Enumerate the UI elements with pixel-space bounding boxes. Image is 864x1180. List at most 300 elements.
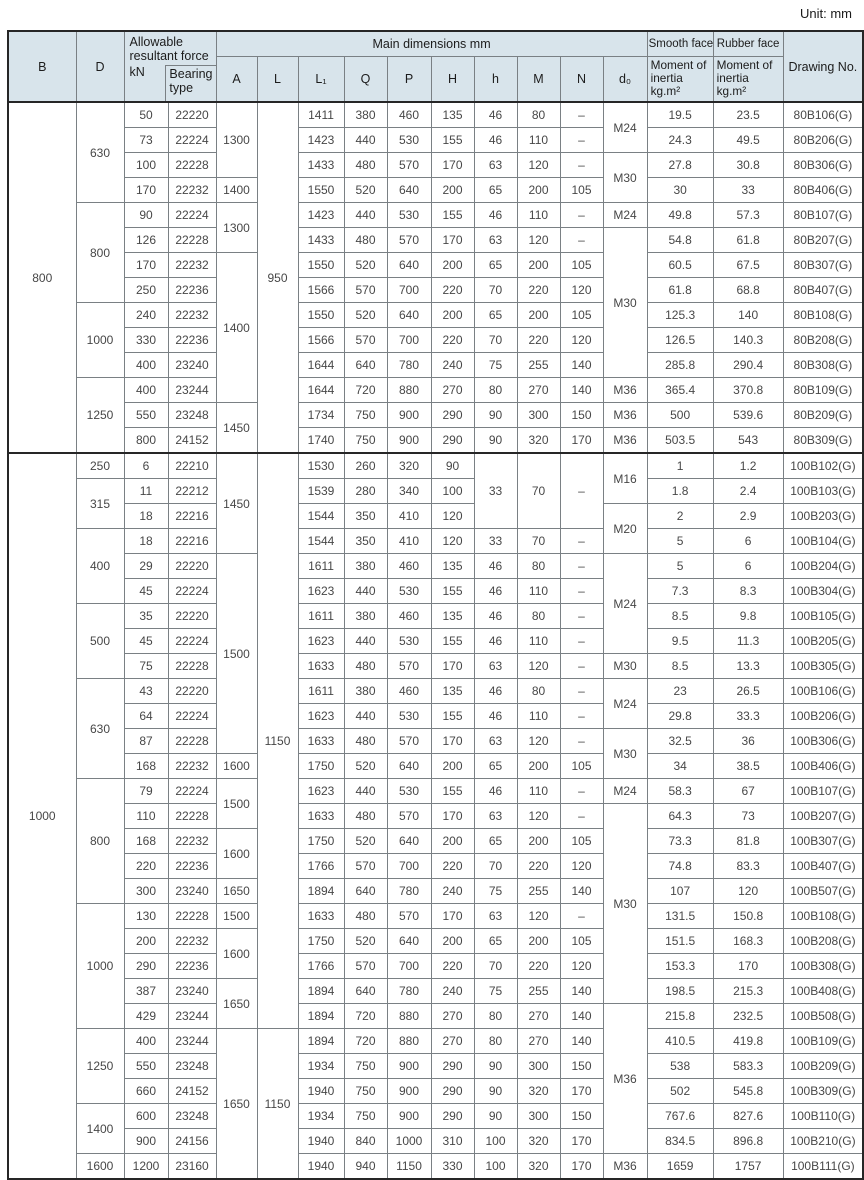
cell: 100 bbox=[474, 1129, 517, 1154]
cell: – bbox=[560, 153, 603, 178]
cell: 1433 bbox=[298, 153, 344, 178]
cell: 135 bbox=[431, 102, 474, 128]
cell: 570 bbox=[344, 854, 387, 879]
cell: 255 bbox=[517, 353, 560, 378]
cell: 1766 bbox=[298, 854, 344, 879]
cell: 543 bbox=[713, 428, 783, 454]
cell: 80B406(G) bbox=[783, 178, 863, 203]
cell: M30 bbox=[603, 729, 647, 779]
cell: 22228 bbox=[168, 153, 216, 178]
cell: 32.5 bbox=[647, 729, 713, 754]
cell: 100B102(G) bbox=[783, 453, 863, 479]
cell: 61.8 bbox=[647, 278, 713, 303]
cell: 220 bbox=[431, 954, 474, 979]
cell: 70 bbox=[474, 278, 517, 303]
cell: 22228 bbox=[168, 904, 216, 929]
cell: 200 bbox=[517, 754, 560, 779]
table-row bbox=[8, 278, 863, 303]
table-row bbox=[8, 253, 863, 278]
cell: 1000 bbox=[387, 1129, 431, 1154]
cell: 80B208(G) bbox=[783, 328, 863, 353]
table-row bbox=[8, 378, 863, 403]
cell: 440 bbox=[344, 779, 387, 804]
cell: 940 bbox=[344, 1154, 387, 1180]
cell: 9.5 bbox=[647, 629, 713, 654]
cell: 170 bbox=[560, 428, 603, 454]
cell: 70 bbox=[517, 453, 560, 529]
cell: 460 bbox=[387, 102, 431, 128]
cell: 255 bbox=[517, 979, 560, 1004]
cell: 750 bbox=[344, 1079, 387, 1104]
cell: 24152 bbox=[168, 428, 216, 454]
force-unit-label: kN bbox=[129, 64, 145, 79]
cell: 800 bbox=[76, 779, 124, 904]
cell: 1623 bbox=[298, 629, 344, 654]
cell: 200 bbox=[517, 829, 560, 854]
cell: 19.5 bbox=[647, 102, 713, 128]
cell: – bbox=[560, 128, 603, 153]
cell: 23244 bbox=[168, 1029, 216, 1054]
cell: 530 bbox=[387, 629, 431, 654]
cell: 640 bbox=[387, 829, 431, 854]
cell: 43 bbox=[124, 679, 168, 704]
cell: 65 bbox=[474, 178, 517, 203]
cell: 640 bbox=[344, 879, 387, 904]
table-row bbox=[8, 954, 863, 979]
cell: 1250 bbox=[76, 378, 124, 454]
cell: 440 bbox=[344, 629, 387, 654]
cell: 140 bbox=[560, 1004, 603, 1029]
cell: 67 bbox=[713, 779, 783, 804]
cell: 1500 bbox=[216, 779, 257, 829]
cell: 46 bbox=[474, 629, 517, 654]
cell: M36 bbox=[603, 428, 647, 454]
cell: 100B109(G) bbox=[783, 1029, 863, 1054]
cell: 900 bbox=[387, 1104, 431, 1129]
col-header-allowable-force bbox=[124, 31, 216, 102]
cell: 400 bbox=[124, 353, 168, 378]
cell: 170 bbox=[431, 804, 474, 829]
col-header-p: P bbox=[387, 57, 431, 103]
cell: 11 bbox=[124, 479, 168, 504]
cell: 80B206(G) bbox=[783, 128, 863, 153]
cell: 23 bbox=[647, 679, 713, 704]
cell: 80B109(G) bbox=[783, 378, 863, 403]
cell: 896.8 bbox=[713, 1129, 783, 1154]
cell: 70 bbox=[474, 854, 517, 879]
cell: 80 bbox=[517, 604, 560, 629]
cell: 1934 bbox=[298, 1054, 344, 1079]
cell: 22210 bbox=[168, 453, 216, 479]
cell: 1644 bbox=[298, 353, 344, 378]
cell: 30.8 bbox=[713, 153, 783, 178]
cell: 87 bbox=[124, 729, 168, 754]
cell: 70 bbox=[517, 529, 560, 554]
cell: 1633 bbox=[298, 804, 344, 829]
cell: 380 bbox=[344, 102, 387, 128]
cell: 240 bbox=[431, 353, 474, 378]
cell: – bbox=[560, 704, 603, 729]
cell: 270 bbox=[431, 1004, 474, 1029]
cell: 80B308(G) bbox=[783, 353, 863, 378]
cell: 530 bbox=[387, 704, 431, 729]
cell: 18 bbox=[124, 529, 168, 554]
cell: 700 bbox=[387, 954, 431, 979]
cell: 198.5 bbox=[647, 979, 713, 1004]
cell: 22228 bbox=[168, 654, 216, 679]
cell: 80 bbox=[517, 679, 560, 704]
cell: 410 bbox=[387, 529, 431, 554]
cell: 2.4 bbox=[713, 479, 783, 504]
cell: 45 bbox=[124, 579, 168, 604]
cell: 1766 bbox=[298, 954, 344, 979]
cell: M36 bbox=[603, 378, 647, 403]
cell: 45 bbox=[124, 629, 168, 654]
cell: 168 bbox=[124, 754, 168, 779]
cell: 380 bbox=[344, 679, 387, 704]
cell: 700 bbox=[387, 854, 431, 879]
cell: 900 bbox=[387, 1054, 431, 1079]
cell: 100B304(G) bbox=[783, 579, 863, 604]
cell: 150 bbox=[560, 1054, 603, 1079]
cell: M30 bbox=[603, 228, 647, 378]
cell: 23160 bbox=[168, 1154, 216, 1180]
cell: 73 bbox=[713, 804, 783, 829]
cell: 80B309(G) bbox=[783, 428, 863, 454]
cell: – bbox=[560, 729, 603, 754]
cell: 23248 bbox=[168, 403, 216, 428]
cell: 387 bbox=[124, 979, 168, 1004]
cell: 1611 bbox=[298, 679, 344, 704]
cell: 220 bbox=[517, 328, 560, 353]
cell: 22228 bbox=[168, 228, 216, 253]
cell: 100B104(G) bbox=[783, 529, 863, 554]
cell: 63 bbox=[474, 228, 517, 253]
cell: 34 bbox=[647, 754, 713, 779]
cell: 6 bbox=[124, 453, 168, 479]
cell: 110 bbox=[517, 203, 560, 228]
cell: 1611 bbox=[298, 604, 344, 629]
cell: 75 bbox=[474, 879, 517, 904]
cell: 100B103(G) bbox=[783, 479, 863, 504]
cell: – bbox=[560, 579, 603, 604]
cell: 270 bbox=[431, 378, 474, 403]
cell: 90 bbox=[474, 1104, 517, 1129]
cell: 24152 bbox=[168, 1079, 216, 1104]
table-row bbox=[8, 504, 863, 529]
cell: 80B108(G) bbox=[783, 303, 863, 328]
cell: 105 bbox=[560, 253, 603, 278]
cell: 63 bbox=[474, 729, 517, 754]
cell: 36 bbox=[713, 729, 783, 754]
cell: 240 bbox=[431, 879, 474, 904]
cell: 1450 bbox=[216, 453, 257, 554]
cell: 170 bbox=[431, 654, 474, 679]
cell: 1566 bbox=[298, 328, 344, 353]
col-header-rubber-face: Rubber face bbox=[713, 31, 783, 57]
cell: 33 bbox=[474, 529, 517, 554]
cell: 1633 bbox=[298, 729, 344, 754]
table-row bbox=[8, 1054, 863, 1079]
cell: M36 bbox=[603, 403, 647, 428]
cell: 570 bbox=[387, 654, 431, 679]
cell: 22232 bbox=[168, 929, 216, 954]
cell: 640 bbox=[344, 353, 387, 378]
unit-label: Unit: mm bbox=[800, 6, 852, 21]
cell: M36 bbox=[603, 1154, 647, 1180]
cell: 1544 bbox=[298, 504, 344, 529]
cell: 220 bbox=[431, 278, 474, 303]
cell: 100B205(G) bbox=[783, 629, 863, 654]
cell: 135 bbox=[431, 604, 474, 629]
cell: 1433 bbox=[298, 228, 344, 253]
cell: 1300 bbox=[216, 203, 257, 253]
table-row bbox=[8, 1154, 863, 1180]
table-row bbox=[8, 604, 863, 629]
cell: 550 bbox=[124, 1054, 168, 1079]
cell: 46 bbox=[474, 604, 517, 629]
cell: 583.3 bbox=[713, 1054, 783, 1079]
cell: 67.5 bbox=[713, 253, 783, 278]
cell: 8.3 bbox=[713, 579, 783, 604]
cell: 22232 bbox=[168, 754, 216, 779]
cell: 125.3 bbox=[647, 303, 713, 328]
cell: 120 bbox=[517, 153, 560, 178]
cell: 750 bbox=[344, 428, 387, 454]
cell: 220 bbox=[124, 854, 168, 879]
table-row bbox=[8, 904, 863, 929]
cell: 107 bbox=[647, 879, 713, 904]
cell: 720 bbox=[344, 1029, 387, 1054]
cell: M24 bbox=[603, 203, 647, 228]
cell: 29 bbox=[124, 554, 168, 579]
cell: 1750 bbox=[298, 754, 344, 779]
cell: M24 bbox=[603, 554, 647, 654]
cell: 80 bbox=[474, 1004, 517, 1029]
cell: 80B207(G) bbox=[783, 228, 863, 253]
cell: 200 bbox=[517, 178, 560, 203]
cell: 1600 bbox=[216, 829, 257, 879]
cell: 63 bbox=[474, 904, 517, 929]
cell: 90 bbox=[474, 1079, 517, 1104]
cell: 500 bbox=[647, 403, 713, 428]
cell: 150 bbox=[560, 403, 603, 428]
cell: 570 bbox=[387, 804, 431, 829]
cell: 100B307(G) bbox=[783, 829, 863, 854]
cell: 120 bbox=[517, 804, 560, 829]
cell: 23240 bbox=[168, 353, 216, 378]
cell: – bbox=[560, 604, 603, 629]
cell: 270 bbox=[517, 1029, 560, 1054]
cell: 120 bbox=[560, 954, 603, 979]
table-row bbox=[8, 729, 863, 754]
table-row bbox=[8, 328, 863, 353]
cell: 520 bbox=[344, 178, 387, 203]
cell: 49.8 bbox=[647, 203, 713, 228]
cell: 79 bbox=[124, 779, 168, 804]
cell: 1411 bbox=[298, 102, 344, 128]
cell: 1423 bbox=[298, 128, 344, 153]
cell: 630 bbox=[76, 679, 124, 779]
cell: 440 bbox=[344, 203, 387, 228]
cell: 50 bbox=[124, 102, 168, 128]
cell: 30 bbox=[647, 178, 713, 203]
cell: M24 bbox=[603, 679, 647, 729]
cell: M36 bbox=[603, 1004, 647, 1154]
cell: 1750 bbox=[298, 829, 344, 854]
cell: 155 bbox=[431, 779, 474, 804]
cell: – bbox=[560, 679, 603, 704]
cell: 81.8 bbox=[713, 829, 783, 854]
cell: 410 bbox=[387, 504, 431, 529]
cell: 460 bbox=[387, 604, 431, 629]
cell: 750 bbox=[344, 1054, 387, 1079]
cell: 827.6 bbox=[713, 1104, 783, 1129]
table-row bbox=[8, 303, 863, 328]
cell: 46 bbox=[474, 679, 517, 704]
cell: 370.8 bbox=[713, 378, 783, 403]
cell: 11.3 bbox=[713, 629, 783, 654]
cell: 80B106(G) bbox=[783, 102, 863, 128]
cell: 100B108(G) bbox=[783, 904, 863, 929]
cell: 570 bbox=[387, 729, 431, 754]
cell: 270 bbox=[431, 1029, 474, 1054]
cell: 105 bbox=[560, 754, 603, 779]
cell: 120 bbox=[560, 328, 603, 353]
cell: M30 bbox=[603, 654, 647, 679]
cell: 700 bbox=[387, 278, 431, 303]
cell: 1500 bbox=[216, 554, 257, 754]
cell: 350 bbox=[344, 529, 387, 554]
cell: 600 bbox=[124, 1104, 168, 1129]
col-header-h-upper: H bbox=[431, 57, 474, 103]
cell: 64.3 bbox=[647, 804, 713, 829]
cell: 170 bbox=[124, 253, 168, 278]
table-row bbox=[8, 1029, 863, 1054]
cell: 151.5 bbox=[647, 929, 713, 954]
cell: 100B407(G) bbox=[783, 854, 863, 879]
cell: 200 bbox=[431, 178, 474, 203]
cell: 1.2 bbox=[713, 453, 783, 479]
cell: – bbox=[560, 904, 603, 929]
cell: 520 bbox=[344, 754, 387, 779]
cell: 240 bbox=[124, 303, 168, 328]
cell: 105 bbox=[560, 829, 603, 854]
table-row bbox=[8, 128, 863, 153]
table-row bbox=[8, 804, 863, 829]
cell: 100B204(G) bbox=[783, 554, 863, 579]
col-header-l1: L₁ bbox=[298, 57, 344, 103]
cell: 1740 bbox=[298, 428, 344, 454]
cell: 120 bbox=[431, 529, 474, 554]
cell: – bbox=[560, 554, 603, 579]
cell: M30 bbox=[603, 804, 647, 1004]
cell: 440 bbox=[344, 128, 387, 153]
cell: 22236 bbox=[168, 328, 216, 353]
cell: 90 bbox=[474, 428, 517, 454]
cell: 290.4 bbox=[713, 353, 783, 378]
cell: 100B306(G) bbox=[783, 729, 863, 754]
cell: 65 bbox=[474, 253, 517, 278]
cell: 1659 bbox=[647, 1154, 713, 1180]
cell: 570 bbox=[344, 278, 387, 303]
cell: 1750 bbox=[298, 929, 344, 954]
cell: 1.8 bbox=[647, 479, 713, 504]
cell: 83.3 bbox=[713, 854, 783, 879]
cell: 880 bbox=[387, 1004, 431, 1029]
table-row bbox=[8, 629, 863, 654]
cell: 100B507(G) bbox=[783, 879, 863, 904]
cell: 1539 bbox=[298, 479, 344, 504]
cell: 300 bbox=[517, 403, 560, 428]
table-row bbox=[8, 428, 863, 454]
cell: 80B306(G) bbox=[783, 153, 863, 178]
cell: 68.8 bbox=[713, 278, 783, 303]
cell: 120 bbox=[517, 654, 560, 679]
cell: 2.9 bbox=[713, 504, 783, 529]
cell: 140 bbox=[713, 303, 783, 328]
cell: 1644 bbox=[298, 378, 344, 403]
cell: 220 bbox=[431, 854, 474, 879]
table-row bbox=[8, 203, 863, 228]
cell: 1500 bbox=[216, 904, 257, 929]
cell: 1550 bbox=[298, 178, 344, 203]
cell: 155 bbox=[431, 629, 474, 654]
cell: 46 bbox=[474, 203, 517, 228]
cell: 800 bbox=[8, 102, 76, 453]
cell: 140 bbox=[560, 979, 603, 1004]
cell: 100B206(G) bbox=[783, 704, 863, 729]
table-row bbox=[8, 102, 863, 128]
cell: 640 bbox=[387, 303, 431, 328]
cell: 640 bbox=[387, 929, 431, 954]
cell: 232.5 bbox=[713, 1004, 783, 1029]
cell: 130 bbox=[124, 904, 168, 929]
cell: 780 bbox=[387, 979, 431, 1004]
cell: 640 bbox=[387, 754, 431, 779]
cell: 900 bbox=[124, 1129, 168, 1154]
cell: 1150 bbox=[257, 453, 298, 1029]
cell: 110 bbox=[517, 779, 560, 804]
cell: 365.4 bbox=[647, 378, 713, 403]
cell: 100B406(G) bbox=[783, 754, 863, 779]
cell: 24.3 bbox=[647, 128, 713, 153]
cell: 1934 bbox=[298, 1104, 344, 1129]
cell: 23240 bbox=[168, 979, 216, 1004]
cell: 320 bbox=[517, 1129, 560, 1154]
cell: 200 bbox=[124, 929, 168, 954]
table-row bbox=[8, 228, 863, 253]
table-row bbox=[8, 353, 863, 378]
cell: 250 bbox=[76, 453, 124, 479]
table-row bbox=[8, 1004, 863, 1029]
cell: 750 bbox=[344, 1104, 387, 1129]
cell: 530 bbox=[387, 128, 431, 153]
cell: 100 bbox=[474, 1154, 517, 1180]
cell: 100B209(G) bbox=[783, 1054, 863, 1079]
cell: 270 bbox=[517, 1004, 560, 1029]
cell: 24156 bbox=[168, 1129, 216, 1154]
cell: 110 bbox=[517, 629, 560, 654]
cell: 23.5 bbox=[713, 102, 783, 128]
cell: 170 bbox=[560, 1154, 603, 1180]
cell: 22232 bbox=[168, 253, 216, 278]
cell: 200 bbox=[431, 754, 474, 779]
table-row bbox=[8, 979, 863, 1004]
cell: 1544 bbox=[298, 529, 344, 554]
cell: 880 bbox=[387, 1029, 431, 1054]
cell: 100B110(G) bbox=[783, 1104, 863, 1129]
